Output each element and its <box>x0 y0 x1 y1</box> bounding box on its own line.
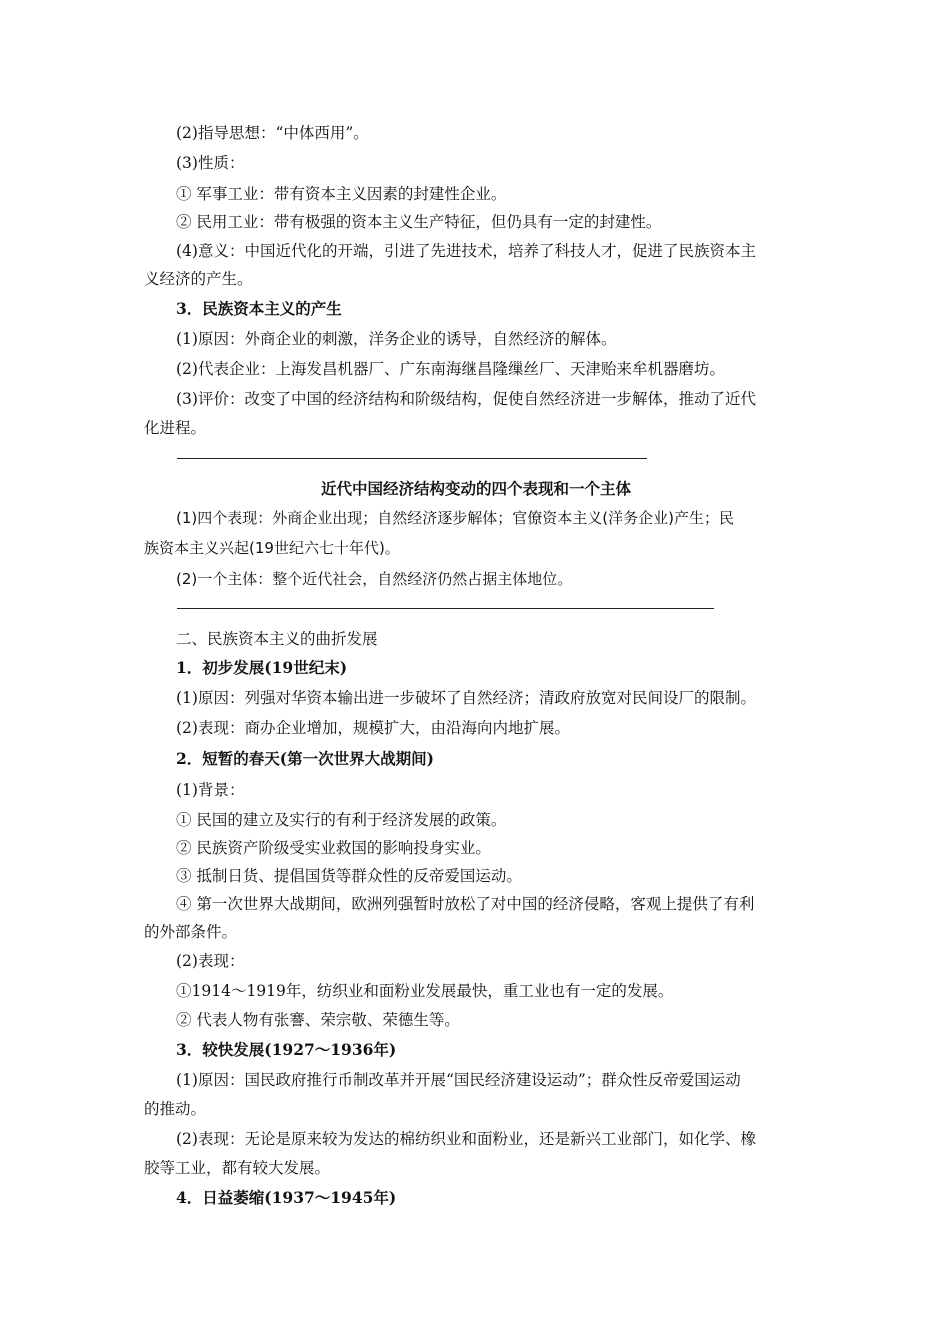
text-line: (1)原因：外商企业的刺激，洋务企业的诱导，自然经济的解体。 <box>176 330 617 348</box>
text-line: ③ 抵制日货、提倡国货等群众性的反帝爱国运动。 <box>176 867 522 885</box>
subsection-heading: 4．日益萎缩(1937～1945年) <box>176 1188 397 1207</box>
text-line: ① 民国的建立及实行的有利于经济发展的政策。 <box>176 811 507 829</box>
box-title: 近代中国经济结构变动的四个表现和一个主体 <box>320 479 631 498</box>
text-line: ② 民用工业：带有极强的资本主义生产特征，但仍具有一定的封建性。 <box>176 213 662 231</box>
text-line: (2)指导思想：“中体西用”。 <box>176 124 369 142</box>
text-line: (2)代表企业：上海发昌机器厂、广东南海继昌隆缫丝厂、天津贻来牟机器磨坊。 <box>176 360 725 378</box>
text-line: 的推动。 <box>144 1100 207 1118</box>
text-line: (3)性质： <box>176 154 245 172</box>
text-line: ① 军事工业：带有资本主义因素的封建性企业。 <box>176 185 507 203</box>
subsection-heading: 2．短暂的春天(第一次世界大战期间) <box>176 749 434 768</box>
text-line: (1)背景： <box>176 781 245 799</box>
subsection-heading: 3．较快发展(1927～1936年) <box>176 1040 397 1059</box>
text-line: ② 代表人物有张謇、荣宗敬、荣德生等。 <box>176 1011 460 1029</box>
box-top-rule <box>177 458 647 459</box>
box-text-line: (2)一个主体：整个近代社会，自然经济仍然占据主体地位。 <box>176 570 573 588</box>
text-line: 的外部条件。 <box>144 923 238 941</box>
text-line: 义经济的产生。 <box>144 270 253 288</box>
text-line: (1)原因：国民政府推行币制改革并开展“国民经济建设运动”；群众性反帝爱国运动 <box>176 1071 741 1089</box>
text-line: 化进程。 <box>144 419 207 437</box>
subsection-heading: 1．初步发展(19世纪末) <box>176 658 348 677</box>
text-line: (4)意义：中国近代化的开端，引进了先进技术，培养了科技人才，促进了民族资本主 <box>176 242 756 260</box>
box-text-line: (1)四个表现：外商企业出现；自然经济逐步解体；官僚资本主义(洋务企业)产生；民 <box>176 509 734 527</box>
text-line: (1)原因：列强对华资本输出进一步破坏了自然经济；清政府放宽对民间设厂的限制。 <box>176 689 756 707</box>
section-heading: 二、民族资本主义的曲折发展 <box>176 630 378 648</box>
text-line: (2)表现：商办企业增加，规模扩大，由沿海向内地扩展。 <box>176 719 570 737</box>
text-line: (2)表现：无论是原来较为发达的棉纺织业和面粉业，还是新兴工业部门，如化学、橡 <box>176 1130 756 1148</box>
box-text-line: 族资本主义兴起(19世纪六七十年代)。 <box>144 539 400 557</box>
box-bottom-rule <box>177 608 714 609</box>
text-line: 胶等工业，都有较大发展。 <box>144 1159 331 1177</box>
section-heading: 3．民族资本主义的产生 <box>176 299 342 318</box>
text-line: (2)表现： <box>176 952 245 970</box>
text-line: ② 民族资产阶级受实业救国的影响投身实业。 <box>176 839 491 857</box>
text-line: ①1914～1919年，纺织业和面粉业发展最快，重工业也有一定的发展。 <box>176 982 674 1000</box>
text-line: (3)评价：改变了中国的经济结构和阶级结构，促使自然经济进一步解体，推动了近代 <box>176 390 756 408</box>
text-line: ④ 第一次世界大战期间，欧洲列强暂时放松了对中国的经济侵略，客观上提供了有利 <box>176 895 755 913</box>
